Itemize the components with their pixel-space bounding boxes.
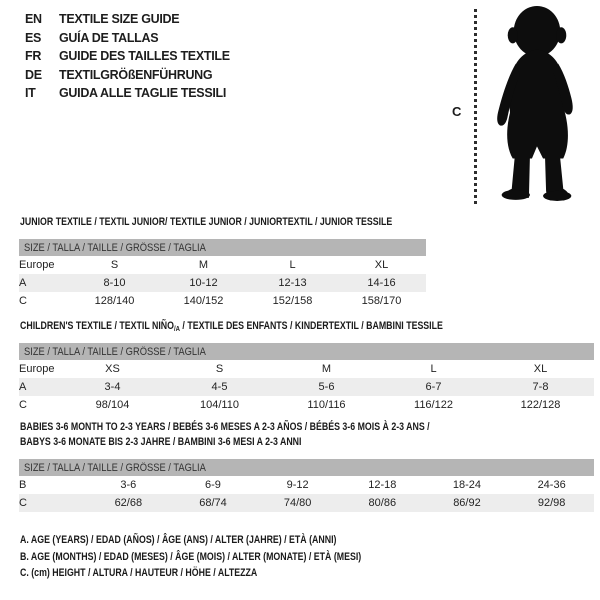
- table-header-cell: [19, 459, 594, 476]
- table-header-bar: [19, 343, 594, 360]
- language-code: EN: [25, 12, 42, 26]
- table-header-bar: [19, 459, 594, 476]
- language-row: [25, 29, 230, 48]
- language-row: [25, 66, 230, 85]
- size-cell: 7-8: [487, 378, 594, 396]
- size-cell: 74/80: [255, 494, 340, 512]
- language-row: [25, 10, 230, 29]
- footnote-line: B. AGE (MONTHS) / EDAD (MESES) / ÂGE (MOIS) / ALTER (MONATE) / ETÀ (MESI): [20, 550, 362, 563]
- size-cell: XS: [105, 363, 120, 375]
- size-cell: 104/110: [200, 399, 239, 411]
- size-cell: 12-18: [368, 479, 397, 491]
- size-cell: 152/158: [272, 295, 313, 307]
- size-cell: 92/98: [509, 494, 594, 512]
- size-cell: 116/122: [414, 399, 453, 411]
- size-cell: M: [198, 259, 209, 271]
- language-code: IT: [25, 86, 36, 101]
- table-row: [19, 494, 594, 512]
- size-table: [19, 239, 426, 310]
- row-label: C: [19, 494, 86, 512]
- size-cell: 68/74: [171, 494, 256, 512]
- row-label: A: [19, 274, 70, 292]
- table-header-cell: [19, 343, 594, 360]
- size-cell: L: [430, 363, 437, 375]
- height-measure-line: [474, 9, 477, 207]
- language-title: TEXTILGRÖßENFÜHRUNG: [59, 67, 213, 82]
- size-cell: 86/92: [425, 494, 510, 512]
- size-cell: 140/152: [183, 295, 224, 307]
- table-header-text: SIZE / TALLA / TAILLE / GRÖSSE / TAGLIA: [24, 345, 206, 358]
- row-label: B: [19, 479, 27, 491]
- size-cell: 18-24: [452, 479, 482, 491]
- language-title-list: [25, 10, 230, 103]
- row-label: Europe: [19, 363, 55, 375]
- size-cell: XL: [374, 259, 389, 271]
- size-cell: 24-36: [537, 479, 566, 491]
- size-cell: 14-16: [337, 274, 426, 292]
- toddler-silhouette-icon: [483, 5, 593, 207]
- table-row: [19, 274, 426, 292]
- table-header-bar: [19, 239, 426, 256]
- size-cell: M: [321, 363, 332, 375]
- language-row: [25, 84, 230, 103]
- size-cell: 6-9: [205, 479, 221, 491]
- section-title: [20, 319, 479, 334]
- row-label: A: [19, 378, 59, 396]
- table-header-text: SIZE / TALLA / TAILLE / GRÖSSE / TAGLIA: [24, 461, 206, 474]
- table-header-cell: [19, 239, 426, 256]
- size-section: [19, 215, 485, 310]
- size-cell: 6-7: [380, 378, 487, 396]
- table-row: [19, 396, 594, 414]
- language-title: TEXTILE SIZE GUIDE: [59, 12, 180, 26]
- section-title-line: JUNIOR TEXTILE / TEXTIL JUNIOR/ TEXTILE JUNIOR / JUNIORTEXTIL / JUNIOR TESSILE: [20, 216, 393, 228]
- section-title-line: BABIES 3-6 MONTH TO 2-3 YEARS / BEBÉS 3-6 MESES A 2-3 AÑOS / BÉBÉS 3-6 MOIS À 2-3 ANS /: [20, 421, 430, 433]
- section-title: [20, 215, 392, 230]
- size-cell: XL: [533, 363, 548, 375]
- section-title-line: BABYS 3-6 MONATE BIS 2-3 JAHRE / BAMBINI 3-6 MESI A 2-3 ANNI: [20, 436, 302, 448]
- table-row: [19, 476, 594, 494]
- size-cell: 122/128: [520, 399, 561, 411]
- size-table: [19, 343, 594, 414]
- table-row: [19, 256, 426, 274]
- language-row: [25, 47, 230, 66]
- table-row: [19, 360, 594, 378]
- size-cell: 8-10: [70, 274, 159, 292]
- section-title: [20, 420, 479, 450]
- row-label: C: [19, 399, 27, 411]
- language-code: FR: [25, 49, 42, 64]
- size-section: [19, 420, 594, 512]
- size-cell: S: [110, 259, 119, 271]
- size-table: [19, 459, 594, 512]
- height-label: C: [452, 104, 462, 119]
- size-cell: 3-4: [59, 378, 166, 396]
- row-label: C: [19, 295, 27, 307]
- size-cell: 9-12: [286, 479, 309, 491]
- table-row: [19, 378, 594, 396]
- size-cell: 98/104: [95, 399, 130, 411]
- size-cell: L: [289, 259, 296, 271]
- size-cell: S: [215, 363, 224, 375]
- size-cell: 80/86: [340, 494, 425, 512]
- section-title-line: CHILDREN'S TEXTILE / TEXTIL NIÑO/A / TEXTILE DES ENFANTS / KINDERTEXTIL / BAMBINI TESSILE: [20, 320, 443, 333]
- table-header-text: SIZE / TALLA / TAILLE / GRÖSSE / TAGLIA: [24, 241, 206, 254]
- size-cell: 128/140: [94, 295, 135, 307]
- language-title: GUIDE DES TAILLES TEXTILE: [59, 49, 230, 64]
- size-section: [19, 319, 594, 414]
- size-cell: 5-6: [273, 378, 380, 396]
- row-label: Europe: [19, 259, 55, 271]
- table-row: [19, 292, 426, 310]
- footnote-line: A. AGE (YEARS) / EDAD (AÑOS) / ÂGE (ANS) / ALTER (JAHRE) / ETÀ (ANNI): [20, 534, 337, 546]
- language-title: GUÍA DE TALLAS: [59, 30, 159, 45]
- size-cell: 10-12: [159, 274, 248, 292]
- footnotes: [20, 532, 447, 582]
- language-title: GUIDA ALLE TAGLIE TESSILI: [59, 86, 227, 101]
- size-cell: 12-13: [248, 274, 337, 292]
- footnote-line: C. (cm) HEIGHT / ALTURA / HAUTEUR / HÖHE / ALTEZZA: [20, 567, 258, 579]
- size-cell: 4-5: [166, 378, 273, 396]
- size-cell: 62/68: [86, 494, 171, 512]
- language-code: ES: [25, 30, 42, 45]
- language-code: DE: [25, 67, 42, 82]
- size-cell: 3-6: [120, 479, 137, 491]
- size-cell: 110/116: [307, 399, 346, 411]
- size-cell: 158/170: [361, 295, 402, 307]
